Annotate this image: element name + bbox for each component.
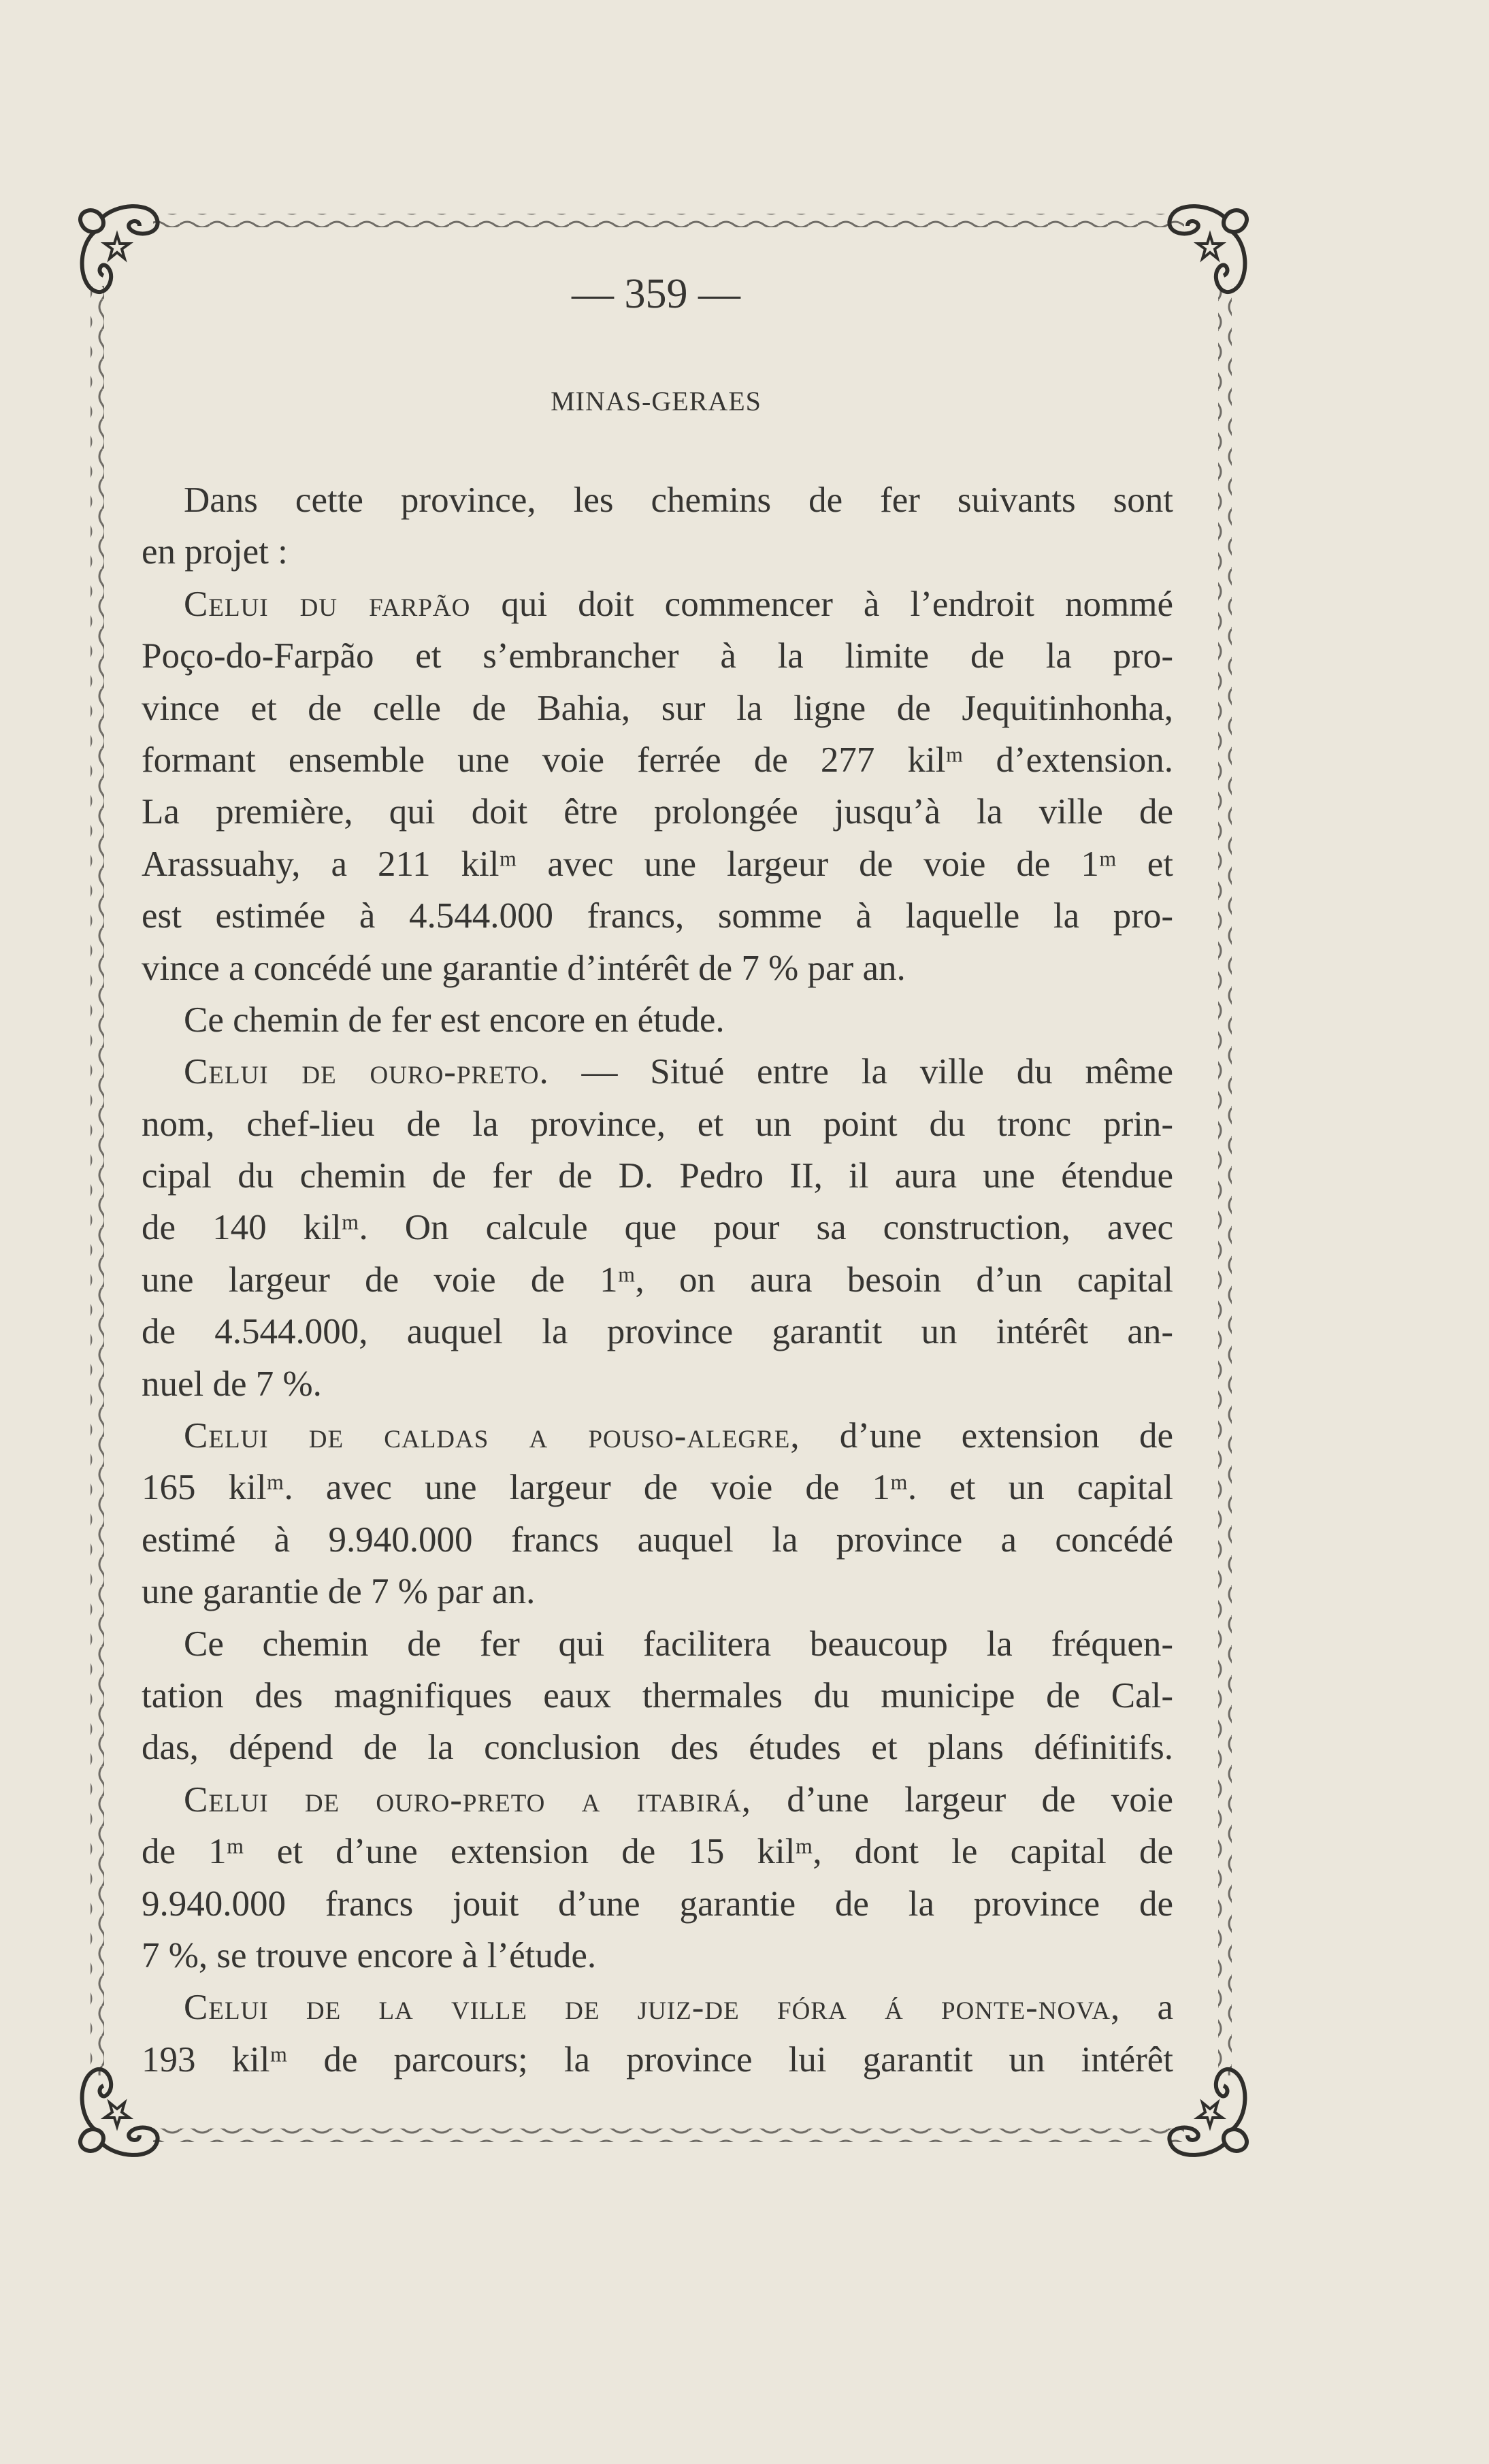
text-line — [142, 1410, 1173, 1462]
small-caps-heading: Celui de ouro-preto a itabirá, — [184, 1779, 751, 1820]
text-line — [142, 1202, 1173, 1253]
line-text: cipal du chemin de fer de D. Pedro II, il aura une étendue — [142, 1156, 1173, 1196]
running-head: MINAS-GERAES — [551, 386, 762, 416]
text-line — [142, 1254, 1173, 1306]
small-caps-heading: Celui de ouro-preto. — [184, 1052, 549, 1092]
text-line — [142, 2034, 1173, 2086]
text-line — [142, 942, 1173, 994]
small-caps-heading: Celui de la ville de juiz-de fóra á ponte-nova, — [184, 1988, 1121, 2028]
text-line — [142, 683, 1173, 734]
text-line — [142, 1618, 1173, 1670]
text-line — [142, 1930, 1173, 1982]
text-line — [142, 1462, 1173, 1513]
line-text: 165 kilᵐ. avec une largeur de voie de 1ᵐ. et un capital — [142, 1468, 1173, 1508]
text-line — [142, 1826, 1173, 1877]
line-text: Dans cette province, les chemins de fer suivants sont — [184, 480, 1173, 520]
text-line — [142, 1878, 1173, 1930]
text-line — [142, 1150, 1173, 1202]
text-line — [142, 786, 1173, 838]
text-line — [142, 1514, 1173, 1566]
line-text: en projet : — [142, 532, 288, 572]
line-text: formant ensemble une voie ferrée de 277 kilᵐ d’extension. — [142, 740, 1173, 780]
text-line — [142, 1774, 1173, 1826]
line-text: 193 kilᵐ de parcours; la province lui garantit un intérêt — [142, 2039, 1173, 2080]
text-line — [142, 630, 1173, 682]
line-text: a — [1120, 1988, 1173, 2028]
text-line — [142, 890, 1173, 942]
text-line — [142, 1566, 1173, 1617]
line-text: nom, chef-lieu de la province, et un point du tronc prin- — [142, 1104, 1173, 1144]
line-text: une largeur de voie de 1ᵐ, on aura besoin d’un capital — [142, 1260, 1173, 1300]
text-line — [142, 578, 1173, 630]
line-text: das, dépend de la conclusion des études et plans définitifs. — [142, 1728, 1173, 1768]
line-text: vince et de celle de Bahia, sur la ligne de Jequitinhonha, — [142, 688, 1173, 728]
line-text: — Situé entre la ville du même — [549, 1052, 1173, 1092]
small-caps-heading: Celui du farpão — [184, 584, 471, 624]
text-line — [142, 838, 1173, 890]
text-line — [142, 1982, 1173, 2033]
line-text: nuel de 7 %. — [142, 1364, 322, 1404]
line-text: 9.940.000 francs jouit d’une garantie de la province de — [142, 1884, 1173, 1924]
text-line — [142, 526, 1173, 578]
text-line — [142, 1670, 1173, 1722]
line-text: 7 %, se trouve encore à l’étude. — [142, 1935, 597, 1975]
body-text — [142, 474, 1173, 2086]
line-text: Ce chemin de fer qui facilitera beaucoup la fréquen- — [184, 1624, 1173, 1664]
line-text: Arassuahy, a 211 kilᵐ avec une largeur de voie de 1ᵐ et — [142, 844, 1173, 884]
left-wave-rule — [91, 286, 104, 2075]
line-text: de 4.544.000, auquel la province garantit un intérêt an- — [142, 1312, 1173, 1352]
text-line — [142, 1046, 1173, 1098]
small-caps-heading: Celui de caldas a pouso-alegre, — [184, 1416, 800, 1456]
line-text: d’une largeur de voie — [751, 1779, 1173, 1820]
line-text: de 140 kilᵐ. On calcule que pour sa construction, avec — [142, 1208, 1173, 1248]
text-line — [142, 994, 1173, 1046]
line-text: La première, qui doit être prolongée jusqu’à la ville de — [142, 792, 1173, 832]
text-line — [142, 1098, 1173, 1150]
text-line — [142, 474, 1173, 526]
line-text: estimé à 9.940.000 francs auquel la province a concédé — [142, 1520, 1173, 1560]
line-text: vince a concédé une garantie d’intérêt de 7 % par an. — [142, 948, 906, 988]
line-text: d’une extension de — [800, 1416, 1173, 1456]
line-text: qui doit commencer à l’endroit nommé — [470, 584, 1173, 624]
line-text: tation des magnifiques eaux thermales du municipe de Cal- — [142, 1675, 1173, 1715]
top-wave-rule — [153, 214, 1184, 227]
line-text: de 1ᵐ et d’une extension de 15 kilᵐ, dont le capital de — [142, 1832, 1173, 1872]
corner-ornament-bottom-right — [1169, 2069, 1247, 2155]
line-text: une garantie de 7 % par an. — [142, 1572, 536, 1612]
right-wave-rule — [1218, 286, 1232, 2075]
line-text: Poço-do-Farpão et s’embrancher à la limite de la pro- — [142, 636, 1173, 676]
text-line — [142, 1358, 1173, 1410]
page-number: — 359 — — [572, 271, 740, 317]
text-line — [142, 1722, 1173, 1773]
bottom-wave-rule — [153, 2129, 1184, 2142]
line-text: est estimée à 4.544.000 francs, somme à laquelle la pro- — [142, 896, 1173, 936]
text-line — [142, 734, 1173, 786]
line-text: Ce chemin de fer est encore en étude. — [184, 1000, 725, 1040]
text-line — [142, 1306, 1173, 1358]
